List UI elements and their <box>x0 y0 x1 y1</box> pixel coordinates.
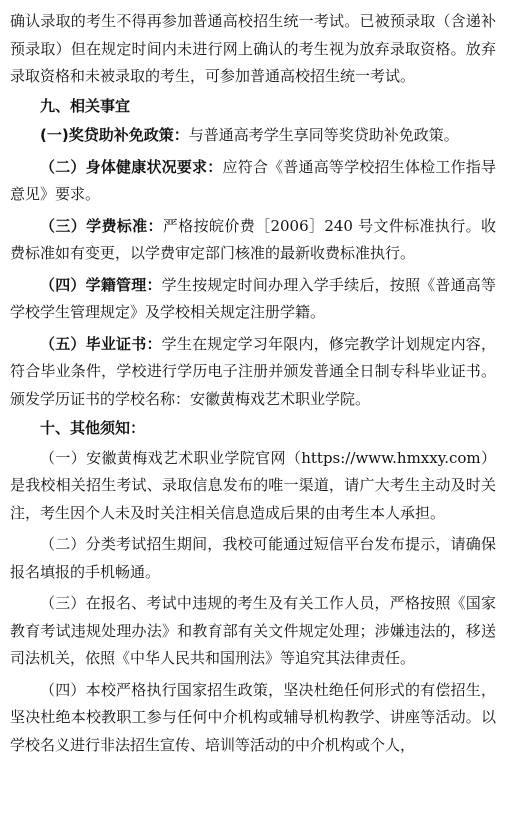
section-9-item-4 <box>10 272 496 327</box>
item-lead: （二）身体健康状况要求： <box>40 157 223 176</box>
item-text: 学生按规定时间办理入学手续后，按照《普通高等学校学生管理规定》及学校相关规定注册学籍。 <box>10 275 496 321</box>
section-9-item-1 <box>10 122 496 150</box>
item-lead: （三）学费标准： <box>40 216 163 235</box>
item-text: 学生在规定学习年限内，修完教学计划规定内容，符合毕业条件，学校进行学历电子注册并颁发普通全日制专科毕业证书。颁发学历证书的学校名称：安徽黄梅戏艺术职业学院。 <box>10 334 496 408</box>
intro-paragraph: 确认录取的考生不得再参加普通高校招生统一考试。已被预录取（含递补预录取）但在规定时间内未进行网上确认的考生视为放弃录取资格。放弃录取资格和未被录取的考生，可参加普通高校招生统一考试。 <box>10 12 496 85</box>
section-10-item-4: （四）本校严格执行国家招生政策，坚决杜绝任何形式的有偿招生，坚决杜绝本校教职工参与任何中介机构或辅导机构教学、讲座等活动。以学校名义进行非法招生宣传、培训等活动的中介机构或个人， <box>10 680 496 754</box>
item-lead: （五）毕业证书： <box>40 334 162 353</box>
section-9-item-5 <box>10 331 496 414</box>
item-lead: （四）学籍管理： <box>40 275 162 294</box>
section-9-item-3 <box>10 213 496 268</box>
section-10-heading: 十、其他须知： <box>40 419 146 437</box>
section-10-item-1: （一）安徽黄梅戏艺术职业学院官网（https://www.hmxxy.com）是我校相关招生考试、录取信息发布的唯一渠道，请广大考生主动及时关注，考生因个人未及时关注相关信息造成后果的由考生本人承担。 <box>10 448 496 522</box>
document-page <box>10 8 496 759</box>
item-text: 严格按皖价费［2006］240 号文件标准执行。收费标准如有变更，以学费审定部门核准的最新收费标准执行。 <box>10 216 496 262</box>
section-9-heading: 九、相关事宜 <box>40 96 131 115</box>
item-lead: (一)奖贷助补免政策： <box>40 126 189 144</box>
section-10-item-2: （二）分类考试招生期间，我校可能通过短信平台发布提示，请确保报名填报的手机畅通。 <box>10 535 496 581</box>
item-text: 与普通高考学生享同等奖贷助补免政策。 <box>188 126 459 144</box>
section-9-item-2 <box>10 154 496 209</box>
item-text: 应符合《普通高等学校招生体检工作指导意见》要求。 <box>10 157 496 203</box>
section-10-item-3: （三）在报名、考试中违规的考生及有关工作人员，严格按照《国家教育考试违规处理办法》和教育部有关文件规定处理；涉嫌违法的，移送司法机关，依照《中华人民共和国刑法》等追究其法律责任。 <box>10 594 496 667</box>
